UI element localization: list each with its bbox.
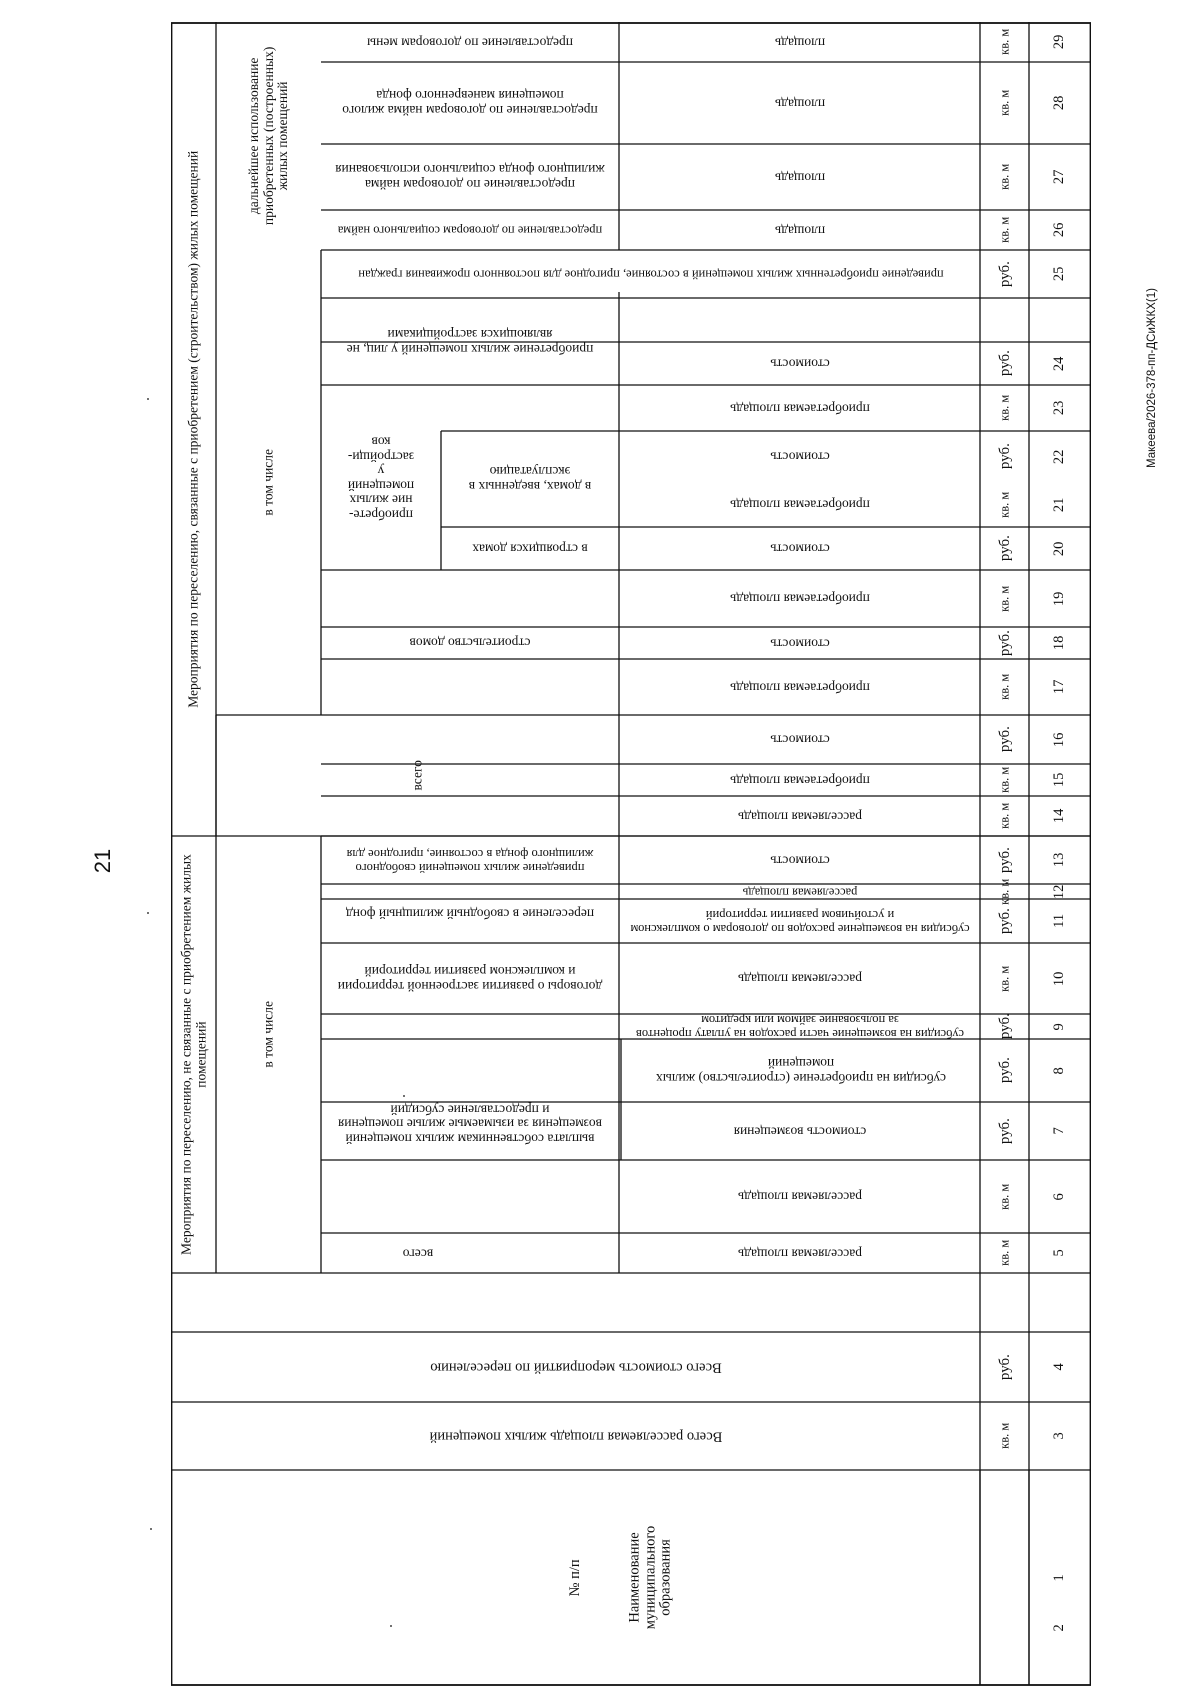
colnum-20: 20 [1051,541,1068,556]
col20-label: стоимость [769,541,830,557]
col15-label: приобретаемая площадь [729,773,870,789]
col23-label: приобретаемая площадь [729,401,870,417]
free-fund-move-header: переселение в свободный жилищный фонд [345,906,595,922]
colnum-6: 6 [1051,1192,1068,1201]
col22-label: стоимость [769,449,830,465]
development-contracts-header: договоры о развитии застроенной территории и комплексном развитии территорий [337,964,603,995]
unit-col29: кв. м [996,28,1011,56]
unit-col23: кв. м [996,394,1011,422]
col24-label: стоимость [769,356,830,372]
colnum-5: 5 [1051,1249,1068,1257]
unit-col3: кв. м [996,1422,1011,1450]
colnum-3: 3 [1051,1432,1068,1440]
colnum-27: 27 [1051,169,1068,185]
colnum-29: 29 [1051,34,1068,50]
document-code: Макеева/2026-378-пп-ДСиЖКХ(1) [1146,288,1158,468]
colnum-4: 4 [1051,1363,1068,1371]
table-header [171,22,1091,1686]
col18-label: стоимость [769,636,830,652]
left-in-number-header: в том числе [260,1001,276,1068]
colnum-9: 9 [1051,1022,1068,1031]
col10-label: расселяемая площадь [737,971,862,987]
colnum-1: 1 [1051,1573,1068,1582]
col8-label: субсидия на приобретение (строительство) жилых помещений [655,1056,946,1087]
unit-col24: руб. [996,350,1013,377]
unit-col6: кв. м [996,1183,1011,1210]
unit-col14: кв. м [996,802,1011,830]
unit-col25: руб. [996,261,1013,287]
col12-label: расселяемая площадь [742,885,857,900]
col-number-header: № п/п [566,1559,583,1597]
col6-label: расселяемая площадь [737,1189,862,1205]
scan-speck [147,912,149,914]
col19-label: приобретаемая площадь [729,591,870,607]
scan-speck [390,1625,392,1627]
colnum-11: 11 [1051,914,1068,928]
maneuver-fund-header: предоставление по договорам найма жилого помещения маневренного фонда [342,89,598,119]
colnum-8: 8 [1051,1066,1068,1075]
scan-speck [403,1095,405,1097]
page-number: 21 [90,848,115,874]
col16-label: стоимость [769,732,830,748]
col29-label: площадь [774,35,825,51]
colnum-2: 2 [1051,1623,1068,1632]
non-developer-header: приобретение жилых помещений у лиц, не являющихся застройщиками [346,327,594,358]
left-total-header: всего [402,1246,433,1262]
unit-col7: руб. [996,1118,1013,1144]
unit-col16: руб. [996,726,1013,753]
bring-acquired-header: приведение приобретенных жилых помещений в состояние, пригодное для постоянного проживания граждан [357,267,944,282]
unit-col13: руб. [996,847,1013,873]
right-total-header: всего [409,760,425,791]
unit-col26: кв. м [996,216,1011,244]
total-area-header: Всего расселяемая площадь жилых помещений [429,1428,722,1445]
colnum-7: 7 [1051,1127,1068,1135]
colnum-14: 14 [1051,808,1068,824]
col13-label: стоимость [769,853,830,869]
unit-col9: руб. [996,1013,1013,1040]
social-use-header: предоставление по договорам найма жилищного фонда социального использования [335,163,605,193]
colnum-12: 12 [1051,884,1068,899]
col7-label: стоимость возмещения [733,1124,866,1140]
colnum-17: 17 [1051,679,1068,695]
municipality-name-header: Наименование муниципального образования [626,1525,674,1630]
col14-label: расселяемая площадь [737,809,862,825]
unit-col21: кв. м [996,491,1011,518]
commissioned-header: в домах, введенных в эксплуатацию [468,465,592,495]
colnum-15: 15 [1051,772,1068,788]
scan-speck [147,398,149,400]
further-use-header: дальнейшее использование приобретенных (построенных) жилых помещений [245,46,290,226]
unit-col19: кв. м [996,585,1011,612]
colnum-18: 18 [1051,635,1068,651]
colnum-10: 10 [1051,971,1068,986]
construction-header: строительство домов [409,635,531,651]
colnum-22: 22 [1051,449,1068,464]
unit-col4: руб. [996,1354,1013,1380]
unit-col18: руб. [996,630,1013,656]
col9-label: субсидия на возмещение части расходов на уплату процентов за пользование займом или кредитом [635,1013,964,1041]
exchange-header: предоставление по договорам мены [367,35,573,51]
unit-col28: кв. м [996,89,1011,117]
col28-label: площадь [774,96,825,112]
buyout-header: выплата собственникам жилых помещений возмещения за изымаемые жилые помещения и предоставление субсидий [338,1102,602,1147]
unit-col8: руб. [996,1057,1013,1084]
col17-label: приобретаемая площадь [729,680,870,696]
social-hire-header: предоставление по договорам социального найма [337,223,603,238]
scan-speck [150,1528,152,1530]
unit-col5: кв. м [996,1239,1011,1267]
colnum-24: 24 [1051,356,1068,371]
colnum-16: 16 [1051,732,1068,747]
colnum-25: 25 [1051,266,1068,282]
unit-col11: руб. [996,908,1013,934]
unit-col27: кв. м [996,163,1011,191]
colnum-26: 26 [1051,222,1068,238]
unit-col20: руб. [996,535,1013,562]
colnum-21: 21 [1051,497,1068,512]
acquisition-header: приобрете-ние жилых помещений у застройщи-ков [347,434,415,523]
unit-col10: кв. м [996,965,1011,992]
col11-label: субсидия на возмещение расходов по договорам о комплексном и устойчивом развитии территорий [629,908,970,936]
colnum-19: 19 [1051,591,1068,606]
unit-col12: кв. м [996,878,1011,905]
under-construction-header: в строящихся домах [472,541,588,557]
unit-col17: кв. м [996,673,1011,701]
colnum-13: 13 [1051,852,1068,868]
unit-col22: руб. [996,443,1013,470]
colnum-28: 28 [1051,95,1068,111]
total-cost-header: Всего стоимость мероприятий по переселению [429,1359,722,1376]
col5-label: расселяемая площадь [737,1246,862,1262]
col27-label: площадь [774,170,825,186]
right-in-number-header: в том числе [260,449,276,516]
group-related-header: Мероприятия по переселению, связанные с приобретением (строительством) жилых помещений [185,150,201,708]
free-fund-repair-header: приведение жилых помещений свободного жилищного фонда в состояние, пригодное для [346,847,594,875]
col21-label: приобретаемая площадь [729,497,870,513]
col26-label: площадь [774,223,825,239]
colnum-23: 23 [1051,400,1068,416]
unit-col15: кв. м [996,766,1011,794]
group-not-related-header: Мероприятия по переселению, не связанные с приобретением жилых помещений [177,854,208,1255]
